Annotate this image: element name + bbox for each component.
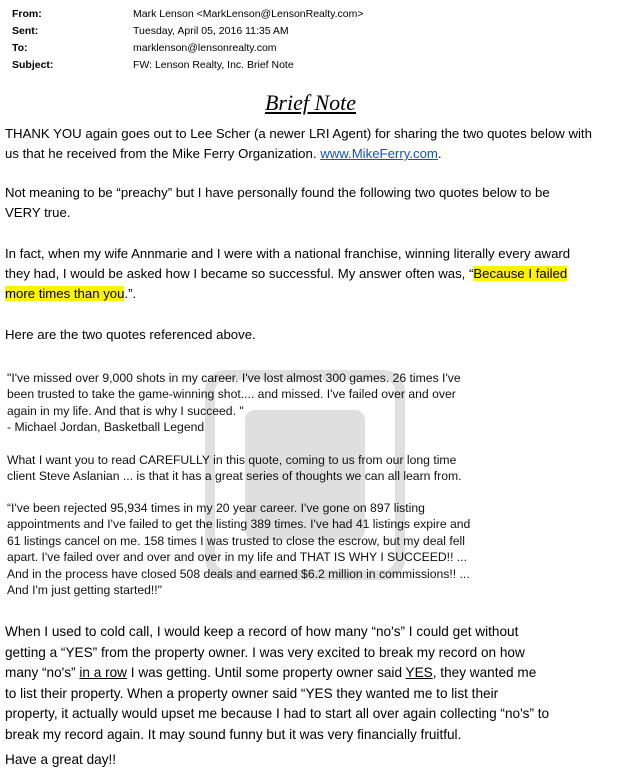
- aslanian-line-5: And in the process have closed 508 deals and earned $6.2 million in commissions!! ...: [7, 566, 470, 581]
- aslanian-line-6: And I'm just getting started!!": [7, 583, 163, 598]
- aslanian-line-4: apart. I've failed over and over and over in my life and THAT IS WHY I SUCCEED!! ...: [7, 550, 467, 565]
- to-value: marklenson@lensonrealty.com: [133, 42, 277, 54]
- from-value: Mark Lenson <MarkLenson@LensonRealty.com>: [133, 8, 364, 20]
- cold-call-line-5: property, it actually would upset me because I had to start all over again collecting “no's” to: [5, 706, 550, 721]
- preachy-line-2: VERY true.: [5, 205, 71, 220]
- subject-label: Subject:: [12, 59, 54, 71]
- cold-call-line-4: to list their property. When a property owner said “YES they wanted me to list their: [5, 685, 499, 701]
- closing-line: Have a great day!!: [5, 752, 117, 767]
- jordan-line-3: again in my life. And that is why I succeed. ": [7, 403, 244, 418]
- jordan-line-1: "I've missed over 9,000 shots in my career. I've lost almost 300 games. 26 times I've: [7, 371, 461, 385]
- cold-call-paragraph: [5, 622, 617, 745]
- franchise-line-3: [5, 284, 617, 304]
- aslanian-intro-line-2: client Steve Aslanian ... is that it has a great series of thoughts we can all learn from.: [7, 469, 462, 484]
- in-a-row-text: in a row: [79, 665, 127, 680]
- cold-call-line-3-c: , they wanted me: [432, 665, 537, 680]
- aslanian-line-2: appointments and I've failed to get the listing 389 times. I've had 41 listings expire and: [7, 517, 471, 532]
- cold-call-line-1: When I used to cold call, I would keep a record of how many “no's” I could get without: [5, 624, 519, 639]
- franchise-paragraph: [5, 244, 617, 304]
- intro-line-2-text: us that he received from the Mike Ferry Organization.: [5, 146, 317, 161]
- franchise-line-1: In fact, when my wife Annmarie and I were with a national franchise, winning literally every award: [5, 246, 571, 261]
- sent-label: Sent:: [12, 25, 39, 37]
- from-label: From:: [12, 8, 42, 20]
- intro-line-2-end: .: [437, 146, 442, 161]
- highlight-text-2: more times than you: [5, 286, 125, 301]
- highlight-text-1: Because I failed: [473, 266, 568, 281]
- intro-line-2: [5, 144, 617, 164]
- cold-call-line-3: [5, 663, 617, 684]
- cold-call-line-6: break my record again. It may sound funny but it was very financially fruitful.: [5, 726, 462, 742]
- quotes-intro: Here are the two quotes referenced above.: [5, 327, 256, 342]
- jordan-line-2: been trusted to take the game-winning shot.... and missed. I've failed over and over: [7, 387, 456, 402]
- aslanian-line-3: 61 listings cancel on me. 158 times I was trusted to close the escrow, but my deal fell: [7, 533, 465, 548]
- mikeferry-link[interactable]: www.MikeFerry.com: [320, 146, 438, 161]
- aslanian-intro: [7, 452, 607, 485]
- intro-line-1: THANK YOU again goes out to Lee Scher (a newer LRI Agent) for sharing the two quotes below with: [5, 126, 592, 141]
- preachy-paragraph: [5, 183, 617, 223]
- sent-value: Tuesday, April 05, 2016 11:35 AM: [133, 25, 289, 37]
- franchise-line-2-text: they had, I would be asked how I became so successful. My answer often was, “: [5, 266, 474, 281]
- jordan-attribution: - Michael Jordan, Basketball Legend: [7, 420, 205, 435]
- franchise-line-3-end: .”.: [124, 286, 137, 301]
- cold-call-line-2: getting a “YES” from the property owner. I was very excited to break my record on how: [5, 644, 525, 660]
- preachy-line-1: Not meaning to be “preachy” but I have personally found the following two quotes below to be: [5, 185, 550, 200]
- document-title: Brief Note: [264, 90, 357, 115]
- franchise-line-2: [5, 264, 617, 284]
- jordan-quote: [7, 370, 607, 436]
- cold-call-line-3-b: I was getting. Until some property owner said: [126, 665, 406, 680]
- aslanian-quote: [7, 500, 607, 598]
- aslanian-line-1: “I've been rejected 95,934 times in my 20 year career. I've gone on 897 listing: [7, 501, 425, 515]
- yes-text: YES: [405, 665, 433, 680]
- to-label: To:: [12, 42, 28, 54]
- aslanian-intro-line-1: What I want you to read CAREFULLY in this quote, coming to us from our long time: [7, 453, 457, 467]
- subject-value: FW: Lenson Realty, Inc. Brief Note: [133, 59, 294, 71]
- cold-call-line-3-a: many “no's”: [5, 665, 80, 680]
- intro-paragraph: [5, 124, 617, 164]
